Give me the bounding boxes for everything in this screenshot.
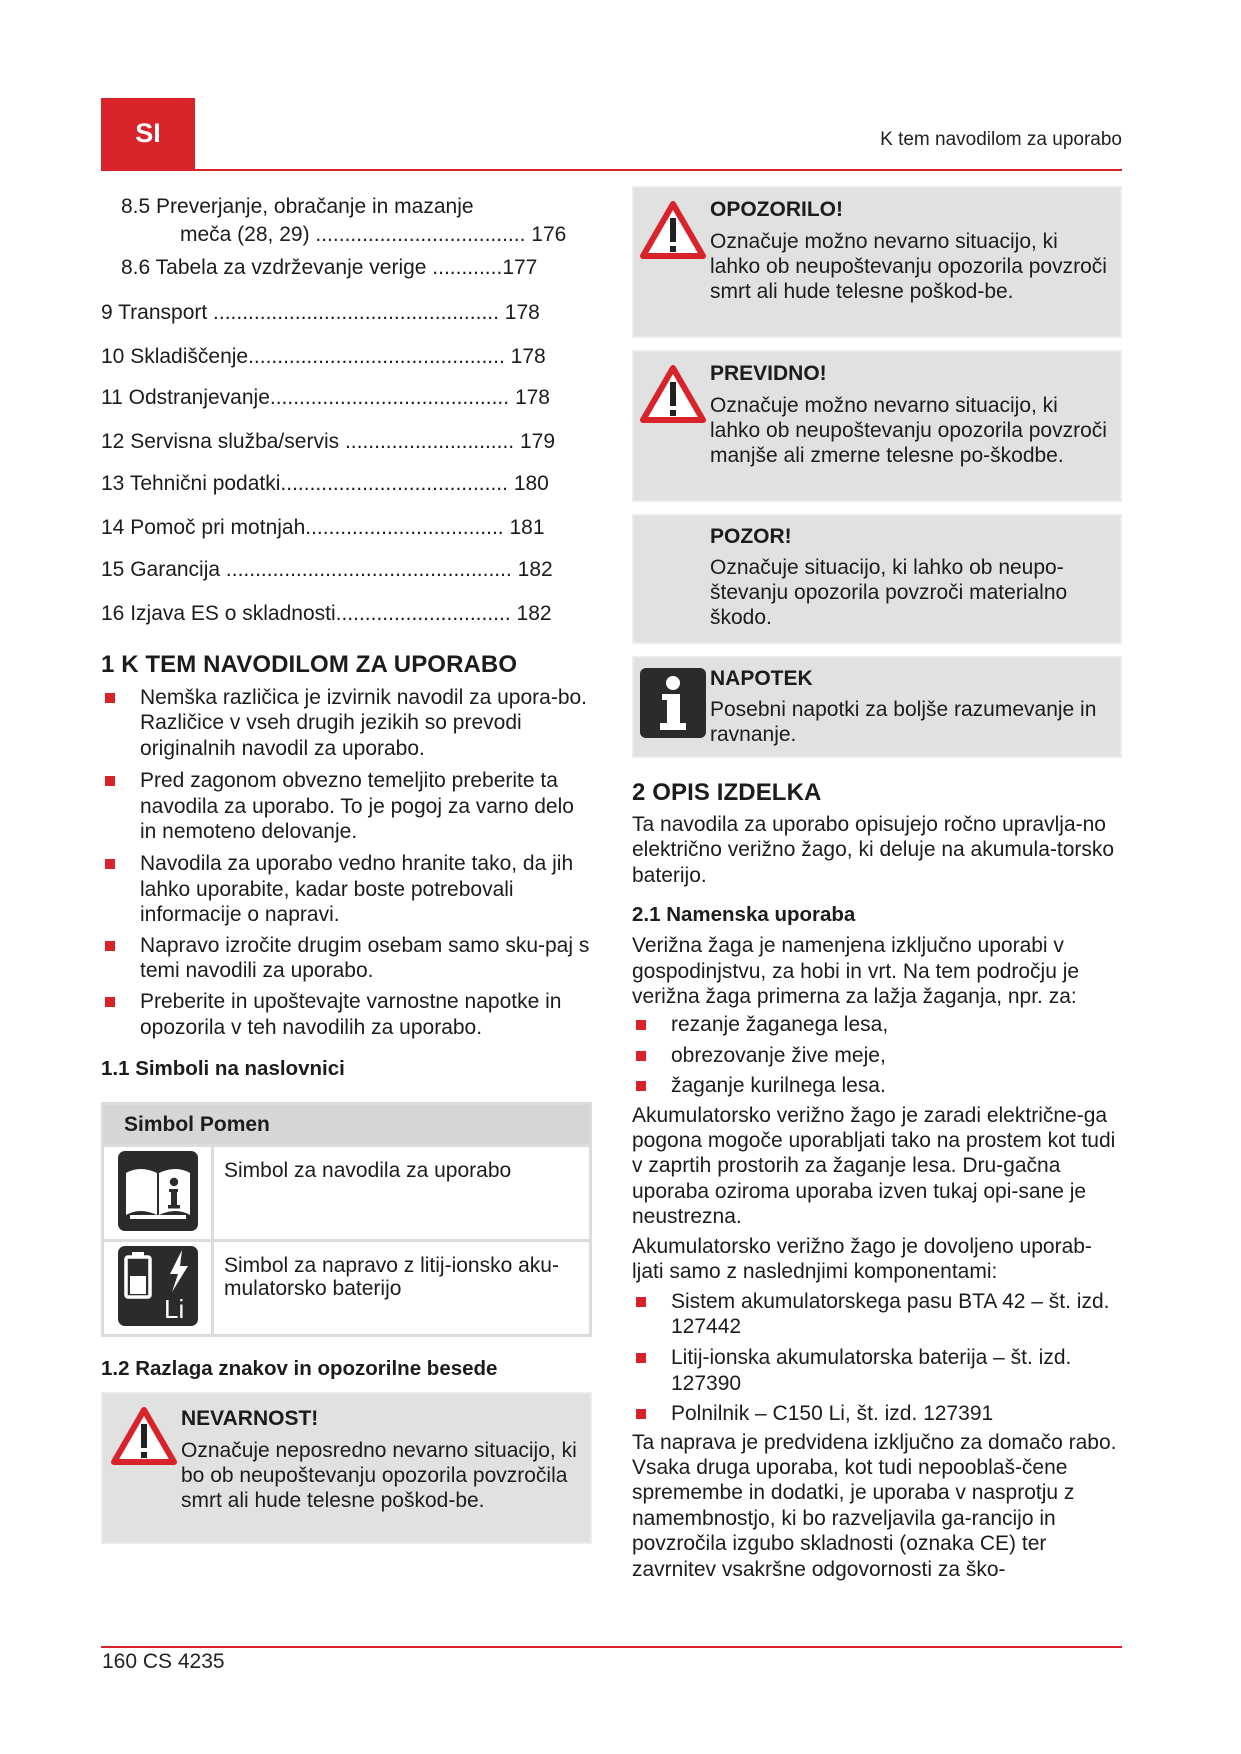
list-item: [101, 768, 592, 844]
header-rule: [101, 169, 1122, 171]
box-text: Označuje neposredno nevarno situacijo, ki bo ob neupoštevanju opozorila povzročila smrt ali hude telesne poškod-be.: [181, 1439, 577, 1513]
list-item-text: Litij-ionska akumulatorska baterija – št. izd. 127390: [671, 1346, 1072, 1395]
toc-entry: [101, 384, 592, 411]
list-item: [632, 1289, 1122, 1340]
bullet-icon: [105, 859, 115, 869]
list-item: [632, 1043, 1122, 1068]
toc-entry: [101, 600, 592, 627]
paragraph: Akumulatorsko verižno žago je zaradi električne-ga pogona mogoče uporabljati tako na prostem kot tudi v zaprtih prostorih za žaganje lesa. Dru-gačna uporaba oziroma uporaba izven tukaj opi-sane je neustrezna.: [632, 1103, 1116, 1229]
toc-label: 15 Garancija .................................................: [101, 558, 512, 581]
toc-entry: [101, 556, 592, 583]
toc-page: 178: [514, 386, 550, 409]
warning-triangle-icon: [640, 200, 706, 260]
toc-entry: [101, 470, 592, 497]
warning-triangle-icon: [111, 1406, 177, 1466]
toc-label: 8.5 Preverjanje, obračanje in mazanje: [121, 195, 474, 218]
bullet-icon: [636, 1081, 646, 1091]
warning-triangle-icon: [640, 364, 706, 424]
list-item: [101, 989, 592, 1040]
section-heading: 1 K TEM NAVODILOM ZA UPORABO: [101, 651, 518, 678]
section-heading: 2 OPIS IZDELKA: [632, 779, 822, 806]
toc-page: 182: [516, 602, 552, 625]
list-item: [632, 1345, 1122, 1396]
table-row: [103, 1146, 591, 1241]
box-title: NEVARNOST!: [181, 1407, 319, 1431]
toc-entry: [101, 514, 592, 541]
left-column: [101, 193, 592, 1544]
box-text: Označuje situacijo, ki lahko ob neupo-števanju opozorila povzroči materialno škodo.: [710, 556, 1068, 629]
toc-label: 14 Pomoč pri motnjah..................................: [101, 516, 504, 539]
bullet-icon: [636, 1051, 646, 1061]
paragraph: Akumulatorsko verižno žago je dovoljeno uporab-ljati samo z naslednjimi komponentami:: [632, 1234, 1092, 1284]
bullet-icon: [105, 941, 115, 951]
subsection-heading: 1.2 Razlaga znakov in opozorilne besede: [101, 1357, 498, 1381]
list-item: [632, 1073, 1122, 1098]
list-item-text: Polnilnik – C150 Li, št. izd. 127391: [671, 1402, 994, 1426]
toc-entry: [101, 254, 592, 281]
bullet-list: [101, 685, 592, 1040]
toc-label: 11 Odstranjevanje.........................................: [101, 386, 510, 409]
subsection-heading: 1.1 Simboli na naslovnici: [101, 1057, 345, 1081]
box-title: OPOZORILO!: [710, 198, 843, 221]
subsection-heading: 2.1 Namenska uporaba: [632, 903, 856, 927]
list-item: [632, 1401, 1122, 1426]
toc-page: 180: [513, 472, 549, 495]
symbol-cell: [103, 1241, 213, 1336]
list-item: [101, 933, 592, 984]
li-label: Li: [163, 1293, 184, 1324]
list-item-text: obrezovanje žive meje,: [671, 1043, 886, 1067]
bullet-icon: [636, 1020, 646, 1030]
table-row: [103, 1241, 591, 1336]
paragraph: Ta navodila za uporabo opisujejo ročno upravlja-no električno verižno žago, ki deluje na akumula-torsko baterijo.: [632, 813, 1115, 887]
language-tab: SI: [101, 98, 195, 169]
toc-label: 9 Transport .................................................: [101, 301, 499, 324]
caution-box: [632, 350, 1122, 502]
toc-entry: [101, 428, 592, 455]
list-item-text: Napravo izročite drugim osebam samo sku-paj s temi navodili za uporabo.: [140, 933, 590, 983]
info-icon: [640, 668, 706, 738]
toc-label: 8.6 Tabela za vzdrževanje verige ............: [121, 256, 503, 279]
list-item: [632, 1012, 1122, 1037]
table-header: [103, 1104, 591, 1146]
bullet-icon: [636, 1353, 646, 1363]
paragraph: Verižna žaga je namenjena izključno uporabi v gospodinjstvu, za hobi in vrt. Na tem področju je verižna žaga primerna za lažja žaganja, npr. za:: [632, 934, 1080, 1009]
manual-info-icon: [118, 1151, 198, 1231]
list-item: [101, 851, 592, 927]
bullet-list: [632, 1289, 1122, 1427]
toc-page: 179: [519, 430, 556, 453]
footer-rule: [101, 1646, 1122, 1648]
meaning-cell: Simbol za napravo z litij-ionsko aku-mulatorsko baterijo: [213, 1241, 591, 1336]
table-header-row: [103, 1104, 591, 1146]
page-number: 160 CS 4235: [102, 1650, 225, 1673]
table-of-contents: [101, 193, 592, 627]
toc-entry: [101, 193, 592, 220]
header-section-title: K tem navodilom za uporabo: [880, 129, 1122, 150]
bullet-icon: [105, 997, 115, 1007]
column-header-symbol: Simbol: [124, 1112, 195, 1136]
info-box: [632, 656, 1122, 758]
box-title: PREVIDNO!: [710, 362, 827, 385]
list-item-text: rezanje žaganega lesa,: [671, 1013, 889, 1037]
column-header-meaning: Pomen: [199, 1112, 270, 1136]
box-text: Označuje možno nevarno situacijo, ki lahko ob neupoštevanju opozorila povzroči manjše ali zmerne telesne po-škodbe.: [710, 394, 1107, 467]
bullet-icon: [636, 1297, 646, 1307]
symbol-cell: [103, 1146, 213, 1241]
box-text: Posebni napotki za boljše razumevanje in ravnanje.: [710, 698, 1097, 746]
symbol-table: [101, 1102, 592, 1337]
list-item-text: Pred zagonom obvezno temeljito preberite ta navodila za uporabo. To je pogoj za varno delo in nemoteno delovanje.: [140, 769, 574, 844]
list-item-text: Preberite in upoštevajte varnostne napotke in opozorila v teh navodilih za uporabo.: [140, 990, 562, 1039]
box-text: Označuje možno nevarno situacijo, ki lahko ob neupoštevanju opozorila povzroči smrt ali hude telesne poškod-be.: [710, 230, 1107, 303]
bullet-icon: [105, 776, 115, 786]
warning-box: [632, 186, 1122, 338]
list-item-text: Sistem akumulatorskega pasu BTA 42 – št. izd. 127442: [671, 1289, 1110, 1338]
bullet-icon: [636, 1409, 646, 1419]
toc-page: 177: [502, 256, 538, 279]
list-item: [101, 685, 592, 761]
toc-entry: [101, 299, 592, 326]
bullet-icon: [105, 693, 115, 703]
toc-entry: [101, 221, 592, 248]
li-ion-battery-icon: [118, 1246, 198, 1326]
box-title: POZOR!: [710, 525, 792, 548]
notice-box: [632, 514, 1122, 644]
list-item-text: Nemška različica je izvirnik navodil za upora-bo. Različice v vseh drugih jezikih so prevodi originalnih navodil za uporabo.: [140, 686, 588, 760]
toc-label: 13 Tehnični podatki.......................................: [101, 472, 508, 495]
bullet-list: [632, 1012, 1122, 1098]
list-item-text: žaganje kurilnega lesa.: [671, 1074, 886, 1098]
toc-label: 10 Skladiščenje............................................: [101, 345, 505, 368]
toc-page: 178: [510, 345, 546, 368]
right-column: [632, 186, 1122, 1582]
list-item-text: Navodila za uporabo vedno hranite tako, da jih lahko uporabite, kadar boste potrebovali informacije o napravi.: [140, 852, 574, 927]
toc-page: 176: [531, 223, 567, 246]
toc-page: 181: [509, 516, 545, 539]
toc-page: 182: [517, 558, 553, 581]
box-title: NAPOTEK: [710, 667, 813, 690]
toc-page: 178: [504, 301, 540, 324]
toc-label: 12 Servisna služba/servis .............................: [101, 430, 515, 453]
toc-label: meča (28, 29) ....................................: [180, 223, 526, 246]
danger-box: [101, 1392, 592, 1544]
meaning-cell: Simbol za navodila za uporabo: [213, 1146, 591, 1241]
paragraph: Ta naprava je predvidena izključno za domačo rabo. Vsaka druga uporaba, kot tudi nepooblaš-čene spremembe in dodatki, je uporaba v nasprotju z namembnostjo, ki bo razveljavila ga-rancijo in povzročila izgubo skladnosti (oznaka CE) ter zavrnitev vsakršne odgovornosti za ško-: [632, 1430, 1117, 1581]
toc-label: 16 Izjava ES o skladnosti..............................: [101, 602, 511, 625]
toc-entry: [101, 343, 592, 370]
